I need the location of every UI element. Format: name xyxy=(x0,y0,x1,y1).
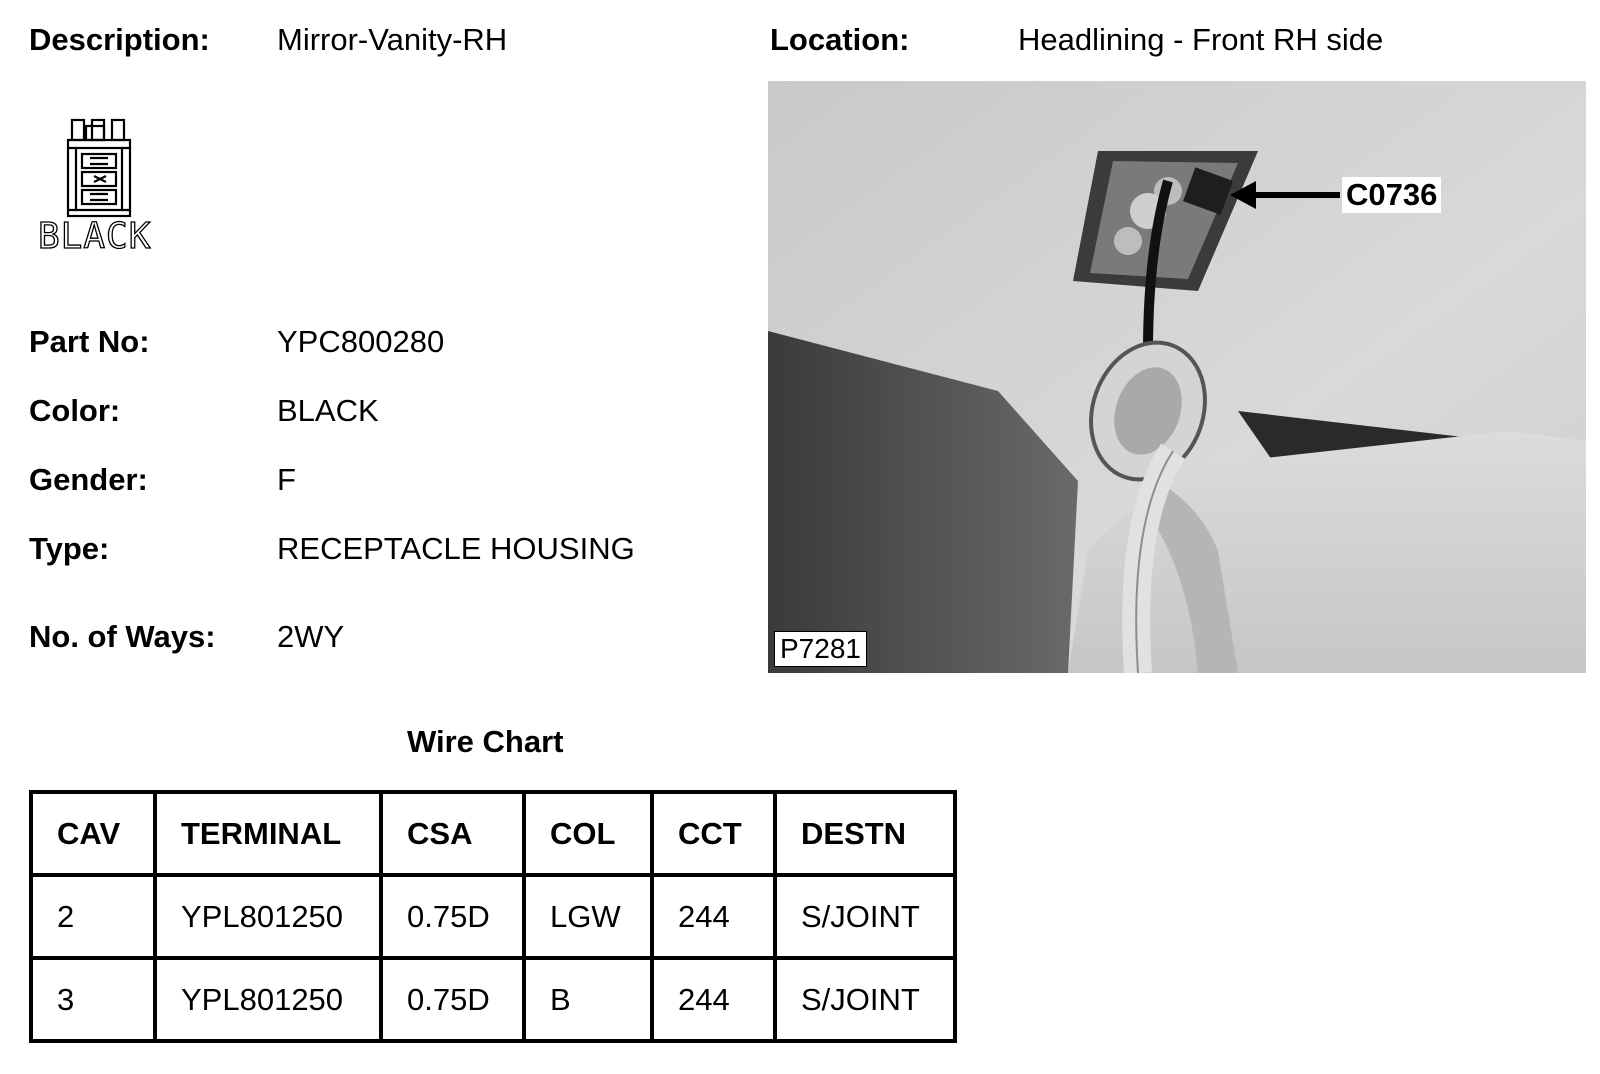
header-terminal: TERMINAL xyxy=(155,792,381,875)
cell-cct: 244 xyxy=(652,958,775,1041)
photo-reference: P7281 xyxy=(774,631,867,667)
table-row xyxy=(31,875,955,958)
gender-label: Gender: xyxy=(29,462,148,497)
location-label: Location: xyxy=(770,22,910,57)
part-no-label: Part No: xyxy=(29,324,150,359)
gender-value: F xyxy=(277,462,296,497)
description-label: Description: xyxy=(29,22,210,57)
wire-chart-table xyxy=(29,790,957,1043)
type-value: RECEPTACLE HOUSING xyxy=(277,531,635,566)
cell-destn: S/JOINT xyxy=(775,875,955,958)
header-cav: CAV xyxy=(31,792,155,875)
ways-value: 2WY xyxy=(277,619,345,654)
ways-label: No. of Ways: xyxy=(29,619,216,654)
cell-cav: 2 xyxy=(31,875,155,958)
connector-2way-icon xyxy=(38,118,188,258)
cell-terminal: YPL801250 xyxy=(155,958,381,1041)
header-col: COL xyxy=(524,792,652,875)
part-no-value: YPC800280 xyxy=(277,324,445,359)
color-value: BLACK xyxy=(277,393,379,428)
connector-callout-label: C0736 xyxy=(1342,177,1441,213)
wire-chart-header-row xyxy=(31,792,955,875)
header-destn: DESTN xyxy=(775,792,955,875)
table-row xyxy=(31,958,955,1041)
location-photo xyxy=(768,81,1586,673)
connector-face-drawing xyxy=(38,118,188,218)
cell-cav: 3 xyxy=(31,958,155,1041)
cell-col: B xyxy=(524,958,652,1041)
wire-chart-title: Wire Chart xyxy=(407,724,564,759)
type-label: Type: xyxy=(29,531,110,566)
connector-color-text: BLACK xyxy=(38,216,152,257)
cell-terminal: YPL801250 xyxy=(155,875,381,958)
cell-cct: 244 xyxy=(652,875,775,958)
description-value: Mirror-Vanity-RH xyxy=(277,22,508,57)
header-cct: CCT xyxy=(652,792,775,875)
location-value: Headlining - Front RH side xyxy=(1018,22,1384,57)
cell-csa: 0.75D xyxy=(381,958,524,1041)
cell-csa: 0.75D xyxy=(381,875,524,958)
cell-col: LGW xyxy=(524,875,652,958)
color-label: Color: xyxy=(29,393,121,428)
cell-destn: S/JOINT xyxy=(775,958,955,1041)
header-csa: CSA xyxy=(381,792,524,875)
